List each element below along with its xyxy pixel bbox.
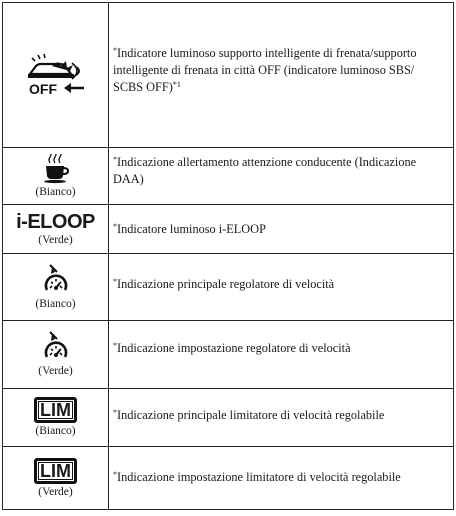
color-label: (Verde) — [38, 485, 73, 498]
i-eloop-icon: i-ELOOP — [16, 210, 95, 233]
icon-cell — [3, 447, 109, 509]
color-label: (Bianco) — [35, 425, 76, 437]
speed-limiter-icon: LIM — [34, 458, 77, 484]
description-cell — [109, 3, 453, 147]
description-cell — [109, 205, 453, 253]
description-text: Indicazione allertamento attenzione conducente (Indicazione DAA) — [113, 155, 417, 186]
note-mark: * — [113, 155, 117, 164]
note-mark: * — [113, 45, 117, 55]
description-text: Indicazione principale regolatore di velocità — [117, 276, 335, 291]
color-label: (Verde) — [38, 365, 73, 377]
cruise-control-icon — [43, 331, 69, 363]
table-row — [3, 254, 453, 321]
description-text: Indicatore luminoso supporto intelligente di frenata/supporto intelligente di frenata in città OFF (indicatore luminoso SBS/ SCBS OFF) — [113, 45, 417, 94]
icon-cell — [3, 3, 109, 147]
table-row — [3, 148, 453, 205]
note-mark: * — [113, 469, 117, 479]
speed-limiter-icon: LIM — [34, 397, 77, 423]
indicator-table — [2, 2, 454, 510]
sbs-off-text: OFF — [28, 81, 57, 97]
color-label: (Verde) — [38, 233, 73, 246]
icon-cell — [3, 389, 109, 446]
note-mark: * — [113, 408, 117, 417]
description-text: Indicazione impostazione limitatore di velocità regolabile — [117, 469, 401, 484]
icon-cell — [3, 205, 109, 253]
description-text: Indicatore luminoso i-ELOOP — [117, 221, 266, 236]
note-mark: * — [113, 276, 117, 286]
color-label: (Bianco) — [35, 297, 76, 310]
table-row — [3, 3, 453, 148]
table-row — [3, 205, 453, 254]
cruise-control-icon — [43, 264, 69, 296]
description-cell — [109, 148, 453, 204]
description-text: Indicazione impostazione regolatore di velocità — [117, 341, 351, 355]
table-row — [3, 447, 453, 509]
description-text: Indicazione principale limitatore di velocità regolabile — [117, 408, 385, 422]
table-row — [3, 321, 453, 389]
footnote-mark: *1 — [172, 79, 181, 89]
note-mark: * — [113, 341, 117, 350]
description-cell — [109, 254, 453, 320]
table-row — [3, 389, 453, 447]
sbs-off-icon — [26, 53, 86, 97]
description-cell — [109, 389, 453, 446]
note-mark: * — [113, 221, 117, 231]
coffee-cup-icon — [43, 154, 69, 184]
icon-cell — [3, 254, 109, 320]
description-cell — [109, 447, 453, 509]
icon-cell — [3, 148, 109, 204]
icon-cell — [3, 321, 109, 388]
description-cell — [109, 321, 453, 388]
color-label: (Bianco) — [35, 185, 76, 198]
